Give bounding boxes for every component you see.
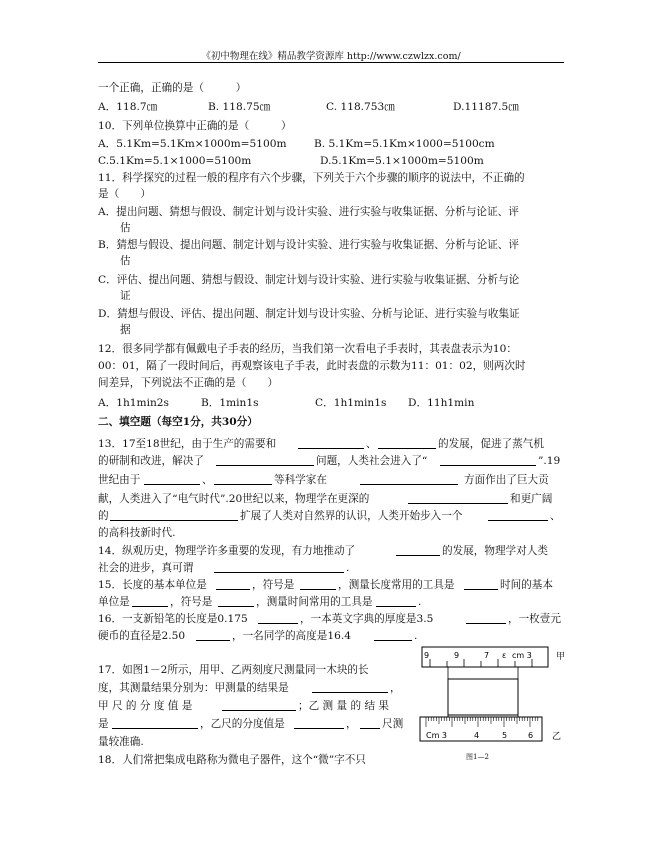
tick-label: 9	[424, 651, 430, 660]
blank[interactable]	[360, 472, 458, 485]
label-jia: 甲	[556, 652, 566, 662]
blank[interactable]	[312, 680, 388, 693]
q12-option-d: D．11h1min	[408, 397, 475, 409]
q10-option-a: A．5.1Km=5.1Km×1000m=5100m	[98, 138, 287, 150]
q12-option-a: A．1h1min2s	[98, 397, 169, 409]
q9-option-a: A．118.7㎝	[98, 101, 158, 113]
label-yi: 乙	[552, 732, 562, 742]
blank[interactable]	[112, 716, 198, 729]
blank[interactable]	[110, 508, 238, 521]
blank[interactable]	[216, 577, 250, 590]
blank[interactable]	[214, 472, 272, 485]
blank[interactable]	[396, 543, 440, 556]
q10-option-d: D.5.1Km=5.1×1000m=5100m	[320, 155, 484, 167]
tick-label: 5	[502, 731, 508, 740]
blank[interactable]	[222, 698, 296, 711]
tick-label: 9	[454, 651, 460, 660]
blank[interactable]	[298, 436, 364, 449]
blank[interactable]	[464, 577, 498, 590]
tick-label: ε	[502, 651, 507, 660]
tick-label: cm 3	[512, 651, 532, 660]
blank[interactable]	[300, 577, 336, 590]
page-header: 《初中物理在线》精品教学资源库 http://www.czwlzx.com/	[201, 51, 461, 62]
blank[interactable]	[488, 508, 548, 521]
figure-caption: 图1—2	[466, 753, 489, 761]
blank[interactable]	[218, 594, 254, 607]
blank[interactable]	[132, 594, 168, 607]
q10-option-b: B. 5.1Km=5.1Km×1000=5100cm	[314, 138, 495, 150]
blank[interactable]	[258, 611, 298, 624]
tick-label: 7	[484, 651, 490, 660]
q9-option-c: C. 118.753㎝	[326, 101, 395, 113]
blank[interactable]	[408, 491, 508, 504]
q10-option-c: C.5.1Km=5.1×1000=5100m	[98, 155, 252, 167]
blank[interactable]	[378, 436, 436, 449]
blank[interactable]	[144, 472, 200, 485]
figure-1-2-rulers	[418, 645, 570, 763]
q12-option-c: C．1h1min1s	[315, 397, 387, 409]
blank[interactable]	[360, 716, 380, 729]
blank[interactable]	[294, 716, 344, 729]
tick-label: Cm 3	[426, 731, 448, 740]
blank[interactable]	[214, 560, 344, 573]
header-rule	[98, 62, 564, 63]
blank[interactable]	[376, 594, 416, 607]
tick-label: 6	[528, 731, 534, 740]
tick-label: 4	[474, 731, 480, 740]
blank[interactable]	[466, 611, 506, 624]
blank[interactable]	[374, 628, 412, 641]
blank[interactable]	[440, 453, 536, 466]
q9-option-b: B. 118.75㎝	[208, 101, 271, 113]
q9-option-d: D.11187.5㎝	[453, 101, 519, 113]
q12-option-b: B．1min1s	[201, 397, 259, 409]
blank[interactable]	[196, 628, 230, 641]
wooden-block	[448, 679, 518, 715]
blank[interactable]	[216, 453, 314, 466]
